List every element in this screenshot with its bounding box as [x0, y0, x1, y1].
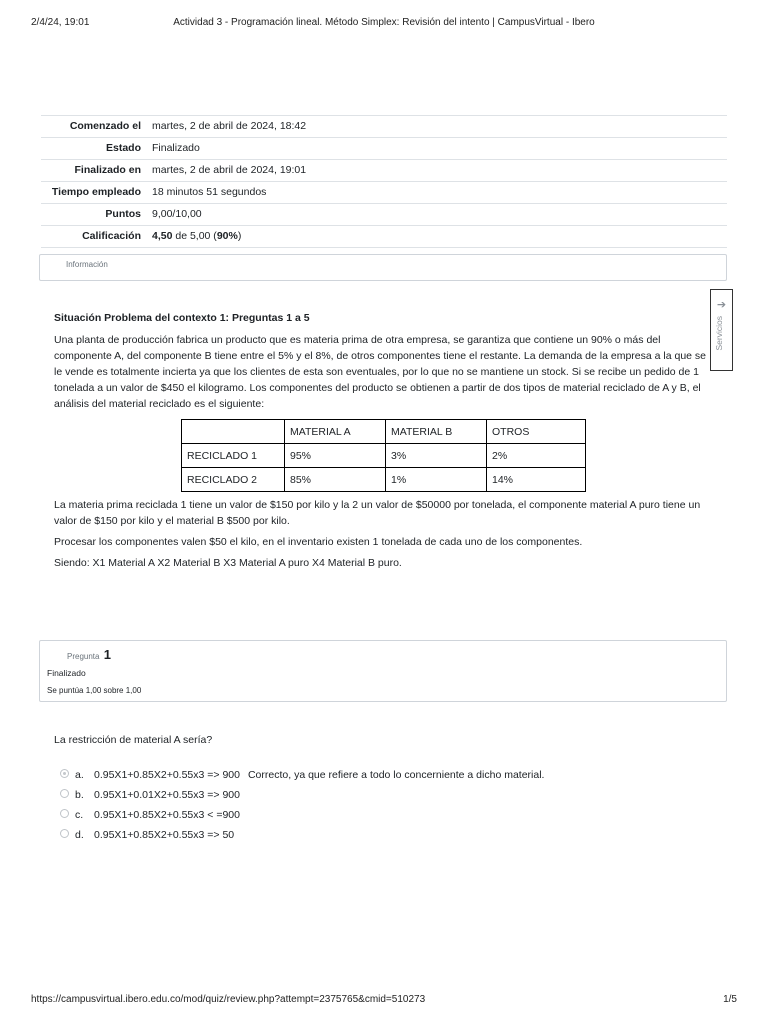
question-state: Finalizado: [47, 668, 86, 678]
print-page-title: Actividad 3 - Programación lineal. Método Simplex: Revisión del intento | CampusVirtual - Ibero: [173, 17, 595, 28]
summary-value: Finalizado: [147, 138, 727, 160]
question-grade: Se puntúa 1,00 sobre 1,00: [47, 686, 142, 695]
materials-cell: 2%: [487, 444, 586, 468]
situation-detail-paragraph: La materia prima reciclada 1 tiene un valor de $150 por kilo y la 2 un valor de $50000 por tonelada, el componente material A puro tiene un valor de $150 por kilo y el material B $500 por kilo.: [54, 499, 701, 527]
summary-row: [41, 204, 727, 226]
summary-row: [41, 182, 727, 204]
summary-value: martes, 2 de abril de 2024, 18:42: [147, 116, 727, 138]
answer-letter: d.: [75, 829, 84, 841]
situation-title: Situación Problema del contexto 1: Preguntas 1 a 5: [54, 312, 310, 324]
answer-text: [94, 768, 544, 782]
summary-value: 9,00/10,00: [147, 204, 727, 226]
answer-formula: 0.95X1+0.85X2+0.55x3 => 900: [94, 769, 240, 781]
question-info-box: [39, 640, 727, 702]
summary-label: Estado: [41, 138, 147, 160]
print-url: https://campusvirtual.ibero.edu.co/mod/quiz/review.php?attempt=2375765&cmid=510273: [31, 994, 426, 1005]
materials-cell: RECICLADO 1: [182, 444, 285, 468]
radio-icon[interactable]: [60, 789, 69, 798]
question-number: [67, 647, 111, 662]
materials-cell: 85%: [285, 468, 386, 492]
information-box: [39, 254, 727, 281]
answer-letter: a.: [75, 769, 84, 781]
materials-header-row: [182, 420, 586, 444]
situation-paragraph: Una planta de producción fabrica un producto que es materia prima de otra empresa, se garantiza que contiene un 90% o más del componente A, del componente B tiene entre el 5% y el 8%, de otros componentes tiene el restante. La demanda de la empresa a la que se le vende es totalmente incierta ya que los clientes de esta son eventuales, por lo que no se mantiene un stock. Si se recibe un pedido de 1 tonelada a un valor de $450 el kilogramo. Los componentes del producto se obtienen a partir de dos tipos de material reciclado de A y B, el análisis del material reciclado es el siguiente:: [54, 334, 706, 410]
servicios-side-button[interactable]: [710, 289, 733, 371]
information-label: Información: [66, 260, 108, 269]
materials-row: [182, 468, 586, 492]
summary-label: Finalizado en: [41, 160, 147, 182]
grade-label: Calificación: [41, 226, 147, 248]
print-header: [31, 17, 737, 33]
materials-header-cell: MATERIAL B: [386, 420, 487, 444]
answer-formula: 0.95X1+0.85X2+0.55x3 => 50: [94, 829, 235, 841]
situation-detail-paragraph: Siendo: X1 Material A X2 Material B X3 Material A puro X4 Material B puro.: [54, 557, 402, 569]
summary-row-grade: [41, 226, 727, 248]
summary-row: [41, 138, 727, 160]
materials-cell: RECICLADO 2: [182, 468, 285, 492]
grade-percent: 90%: [216, 230, 238, 242]
print-footer: [31, 994, 737, 1010]
summary-label: Comenzado el: [41, 116, 147, 138]
radio-selected-icon[interactable]: [60, 769, 69, 778]
servicios-label: Servicios: [714, 316, 724, 351]
materials-cell: 95%: [285, 444, 386, 468]
materials-header-cell: OTROS: [487, 420, 586, 444]
answer-letter: c.: [75, 809, 84, 821]
radio-icon[interactable]: [60, 809, 69, 818]
summary-label: Tiempo empleado: [41, 182, 147, 204]
print-page-number: 1/5: [723, 994, 737, 1005]
print-date: 2/4/24, 19:01: [31, 17, 90, 28]
grade-of-text: de 5,00 (: [172, 230, 217, 242]
summary-value: 18 minutos 51 segundos: [147, 182, 727, 204]
attempt-summary-table: [41, 115, 727, 248]
arrow-right-icon: ➔: [716, 299, 727, 311]
situation-detail-paragraph: Procesar los componentes valen $50 el kilo, en el inventario existen 1 tonelada de cada uno de los componentes.: [54, 536, 583, 548]
question-label: Pregunta: [67, 652, 100, 661]
grade-score: 4,50: [152, 230, 173, 242]
answer-feedback: Correcto, ya que refiere a todo lo concerniente a dicho material.: [247, 769, 545, 781]
question-content: [54, 734, 714, 841]
materials-table: [181, 419, 586, 492]
materials-cell: 14%: [487, 468, 586, 492]
summary-label: Puntos: [41, 204, 147, 226]
materials-cell: 3%: [386, 444, 487, 468]
answer-letter: b.: [75, 789, 84, 801]
summary-row: [41, 160, 727, 182]
answer-formula: 0.95X1+0.01X2+0.55x3 => 900: [94, 789, 240, 801]
question-number-value: 1: [103, 647, 111, 662]
grade-close: ): [237, 230, 242, 242]
materials-cell: 1%: [386, 468, 487, 492]
question-text: La restricción de material A sería?: [54, 734, 213, 746]
summary-value: martes, 2 de abril de 2024, 19:01: [147, 160, 727, 182]
materials-header-cell: [182, 420, 285, 444]
materials-header-cell: MATERIAL A: [285, 420, 386, 444]
situation-details: [54, 497, 710, 576]
grade-value: [147, 226, 727, 248]
situation-description: [54, 310, 708, 417]
radio-icon[interactable]: [60, 829, 69, 838]
materials-row: [182, 444, 586, 468]
answer-formula: 0.95X1+0.85X2+0.55x3 < =900: [94, 809, 240, 821]
summary-row: [41, 116, 727, 138]
